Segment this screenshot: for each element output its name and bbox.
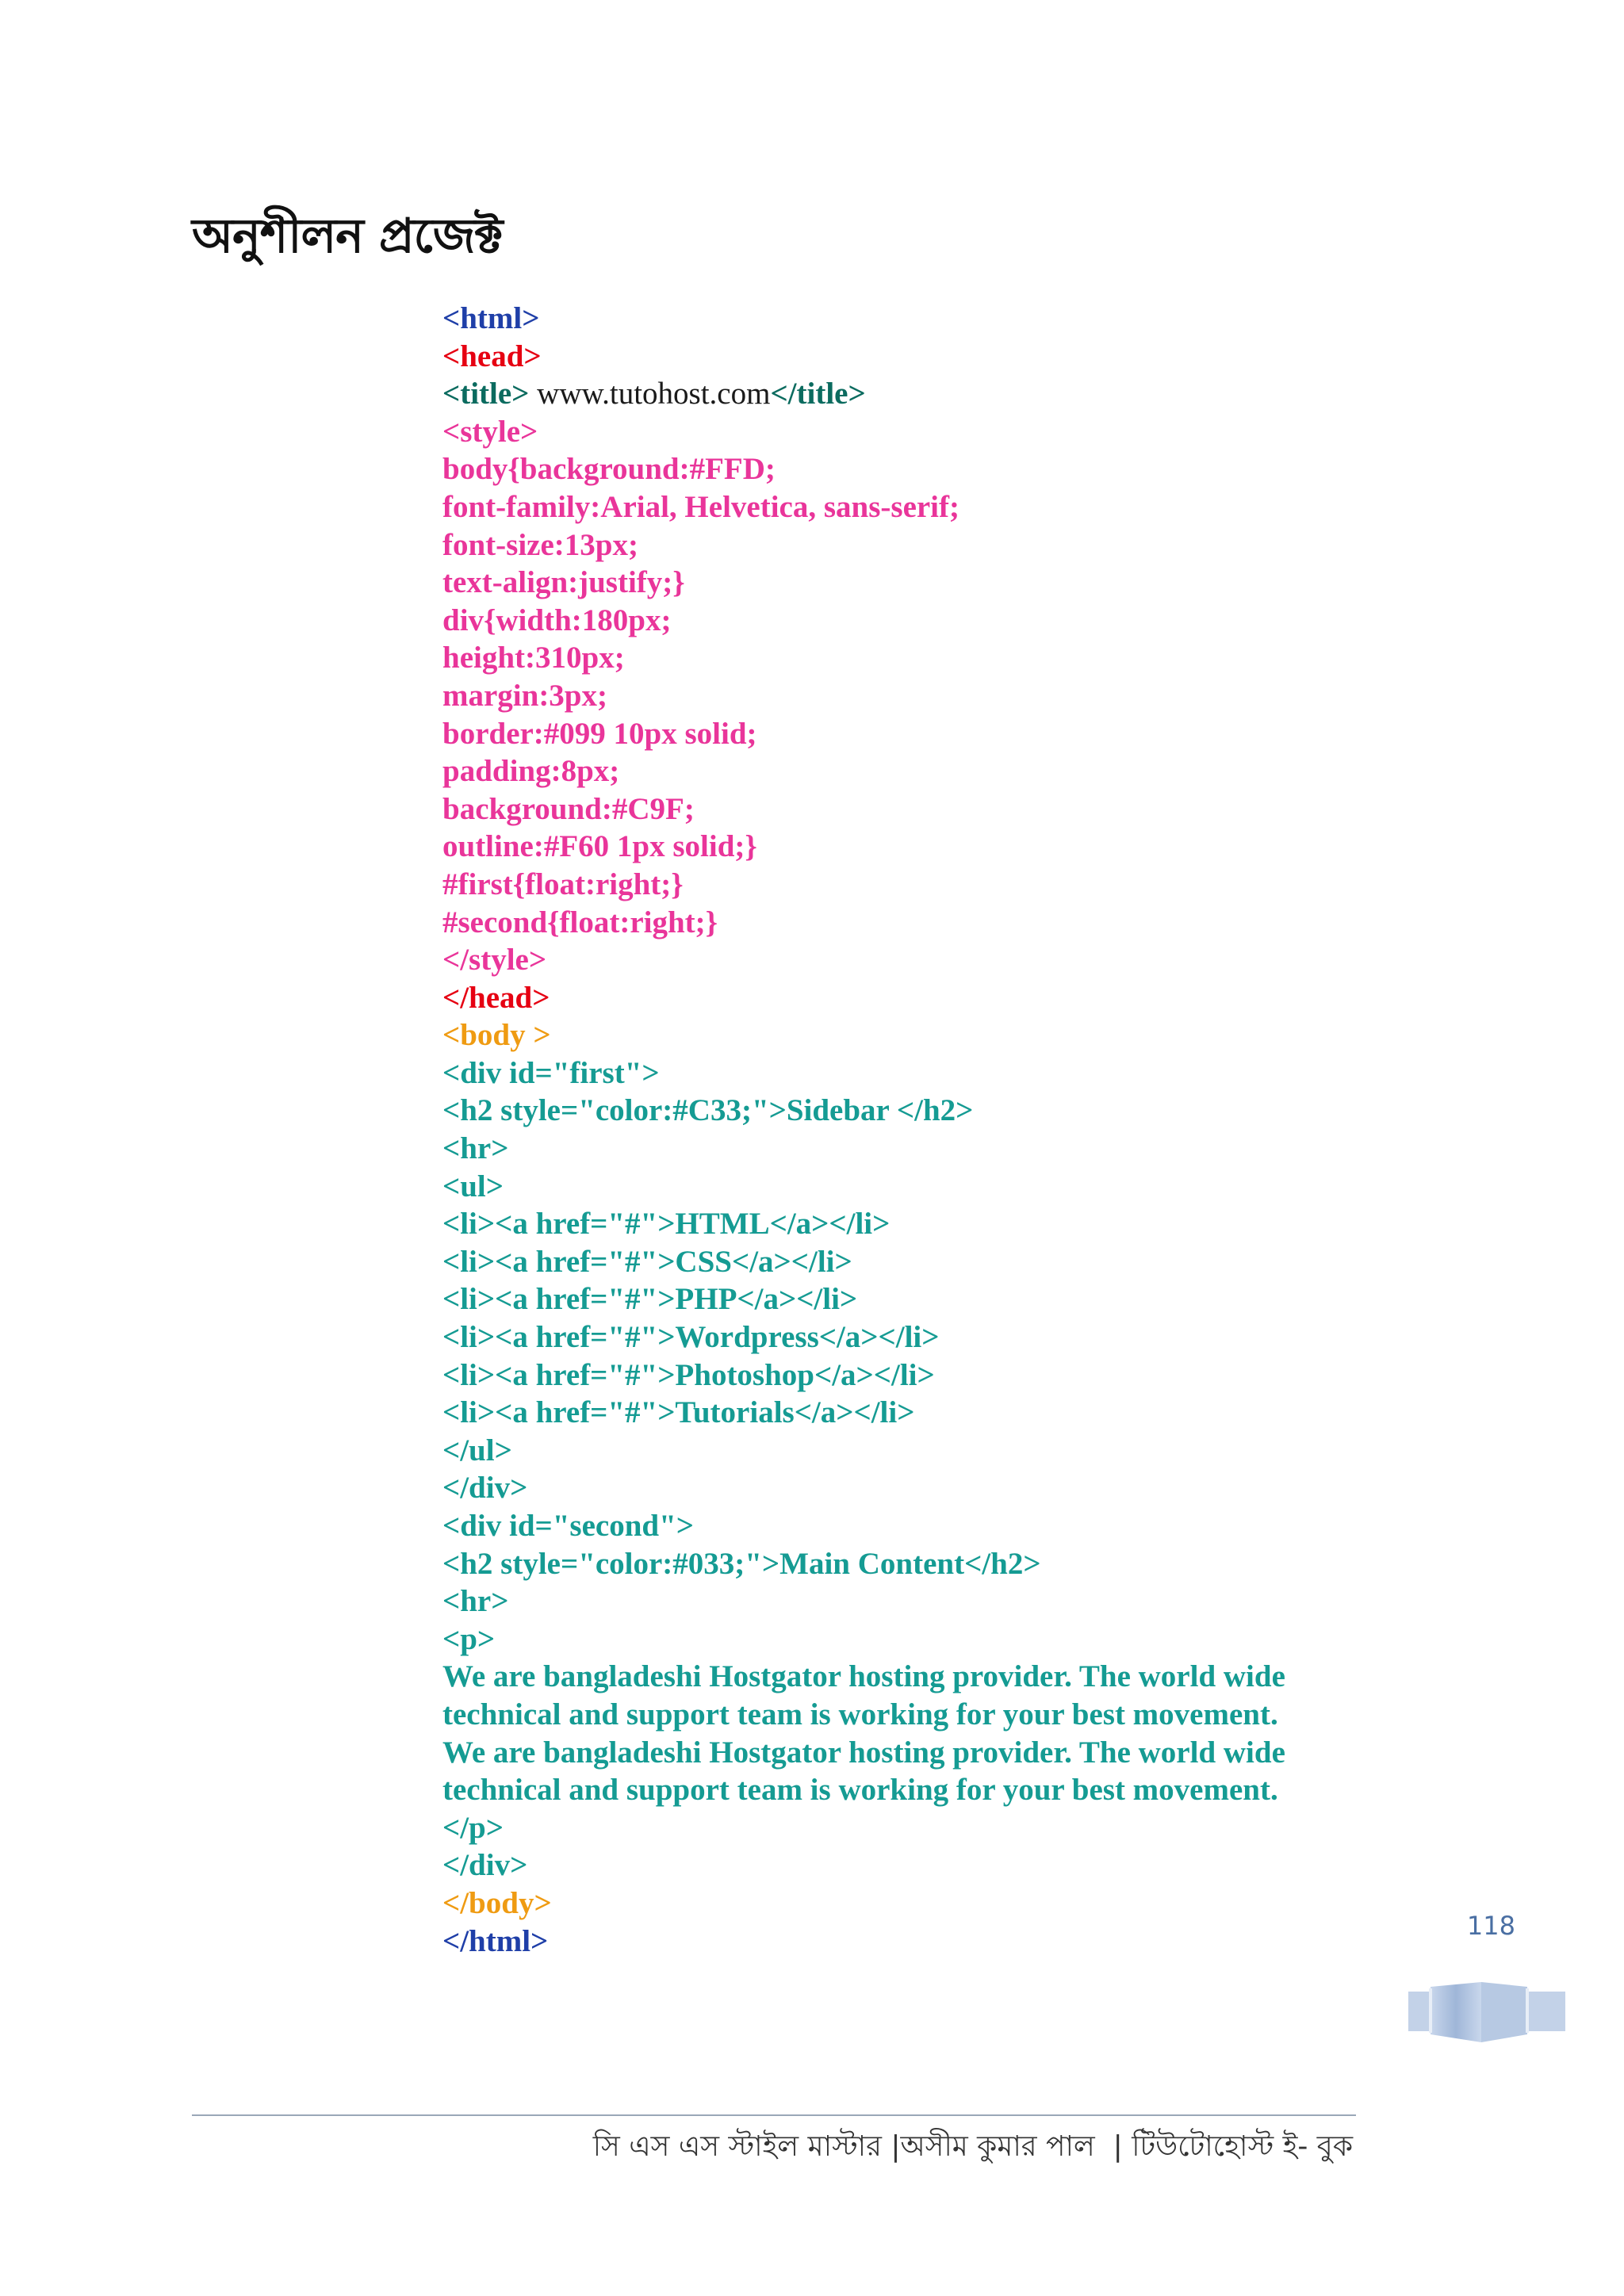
code-line [442, 790, 1285, 828]
code-line [442, 979, 1285, 1017]
code-token: #first{float:right;} [442, 867, 684, 901]
code-token: font-family:Arial, Helvetica, sans-serif; [442, 489, 959, 524]
code-token: font-size:13px; [442, 527, 638, 562]
code-token: <li><a href="#">Photoshop</a></li> [442, 1357, 935, 1392]
code-token: <p> [442, 1621, 496, 1656]
code-line [442, 1771, 1285, 1809]
code-line [442, 564, 1285, 602]
code-line [442, 526, 1285, 564]
code-token: body{background:#FFD; [442, 452, 776, 487]
code-line [442, 1318, 1285, 1357]
code-line [442, 1092, 1285, 1130]
code-listing [442, 300, 1285, 1960]
code-token: <hr> [442, 1131, 509, 1166]
code-line [442, 1357, 1285, 1395]
code-token: <h2 style="color:#033;">Main Content</h2> [442, 1546, 1041, 1581]
code-line [442, 1394, 1285, 1432]
page-heading: অনুশীলন প্রজেক্ট [192, 209, 503, 264]
code-line [442, 338, 1285, 376]
code-token: margin:3px; [442, 678, 607, 713]
code-token: </div> [442, 1848, 528, 1883]
code-token: <title> [442, 377, 530, 411]
code-line [442, 1054, 1285, 1093]
code-token: <style> [442, 414, 538, 449]
code-line [442, 1507, 1285, 1545]
code-line [442, 1168, 1285, 1206]
code-line [442, 1130, 1285, 1168]
code-token: <div id="first"> [442, 1055, 660, 1090]
code-line [442, 1658, 1285, 1696]
code-token: div{width:180px; [442, 603, 672, 637]
code-line [442, 1280, 1285, 1318]
code-line [442, 1016, 1285, 1054]
code-token: </div> [442, 1471, 528, 1506]
code-token: </html> [442, 1923, 549, 1958]
code-line [442, 1885, 1285, 1923]
code-token: </style> [442, 943, 547, 978]
code-line [442, 450, 1285, 488]
code-token: <hr> [442, 1584, 509, 1619]
code-line [442, 866, 1285, 904]
code-line [442, 941, 1285, 979]
code-line [442, 904, 1285, 942]
code-token: technical and support team is working for your best movement. [442, 1697, 1278, 1732]
code-token: height:310px; [442, 641, 625, 675]
code-token: #second{float:right;} [442, 905, 718, 939]
code-token: border:#099 10px solid; [442, 716, 757, 751]
code-token: <ul> [442, 1169, 504, 1203]
code-line [442, 1469, 1285, 1507]
code-plain-text: www.tutohost.com [529, 377, 771, 411]
code-token: outline:#F60 1px solid;} [442, 829, 757, 864]
code-token: We are bangladeshi Hostgator hosting provider. The world wide [442, 1735, 1285, 1770]
code-token: background:#C9F; [442, 791, 695, 826]
code-token: We are bangladeshi Hostgator hosting provider. The world wide [442, 1659, 1285, 1694]
code-line [442, 413, 1285, 451]
code-token: </ul> [442, 1433, 512, 1468]
code-line [442, 488, 1285, 526]
code-line [442, 1205, 1285, 1243]
code-line [442, 300, 1285, 338]
code-line [442, 752, 1285, 790]
code-token: <h2 style="color:#C33;">Sidebar </h2> [442, 1093, 974, 1128]
code-token: </body> [442, 1885, 552, 1920]
code-line [442, 1734, 1285, 1772]
code-line [442, 602, 1285, 640]
code-line [442, 1846, 1285, 1885]
code-line [442, 1621, 1285, 1659]
code-token: <body > [442, 1018, 551, 1053]
code-token: </title> [770, 377, 866, 411]
code-token: <li><a href="#">CSS</a></li> [442, 1244, 852, 1279]
code-token: <li><a href="#">Wordpress</a></li> [442, 1320, 940, 1355]
code-line [442, 639, 1285, 677]
page-ribbon-decoration [1408, 1982, 1565, 2042]
code-token: padding:8px; [442, 754, 620, 789]
code-token: <li><a href="#">PHP</a></li> [442, 1282, 858, 1317]
code-token: <li><a href="#">HTML</a></li> [442, 1207, 891, 1242]
code-token: <div id="second"> [442, 1509, 694, 1543]
code-token: <li><a href="#">Tutorials</a></li> [442, 1395, 915, 1430]
page-footer: সি এস এস স্টাইল মাস্টার |অসীম কুমার পাল | টিউটোহোস্ট ই- বুক [592, 2130, 1353, 2163]
code-token: text-align:justify;} [442, 565, 685, 600]
code-token: </head> [442, 980, 550, 1015]
code-line [442, 828, 1285, 866]
code-line [442, 677, 1285, 715]
code-line [442, 1432, 1285, 1470]
page-number: 118 [1466, 1911, 1515, 1941]
code-line [442, 1923, 1285, 1961]
code-token: technical and support team is working for your best movement. [442, 1773, 1278, 1808]
code-line [442, 1696, 1285, 1734]
code-line [442, 1243, 1285, 1281]
code-line [442, 375, 1285, 413]
code-line [442, 1545, 1285, 1583]
code-token: <head> [442, 339, 542, 373]
code-token: <html> [442, 301, 540, 335]
footer-rule [192, 2114, 1356, 2116]
code-line [442, 1582, 1285, 1621]
code-line [442, 1809, 1285, 1847]
code-line [442, 715, 1285, 753]
code-token: </p> [442, 1810, 504, 1845]
